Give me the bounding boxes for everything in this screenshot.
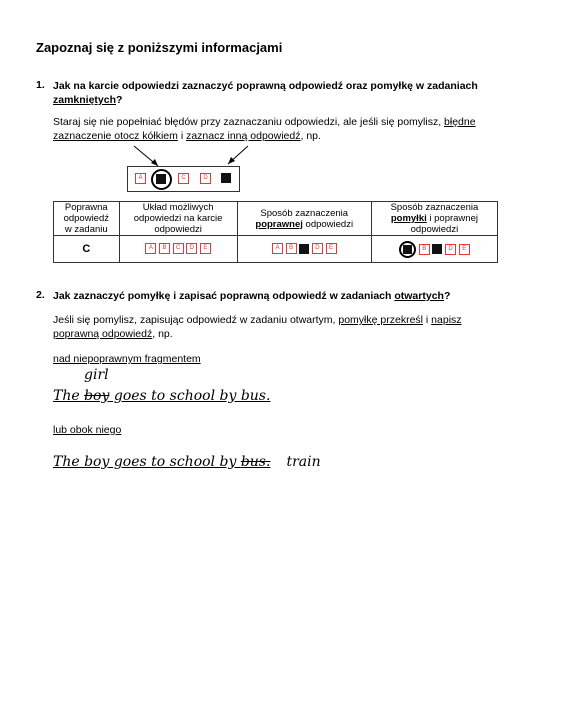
instruction-underlined: błędne	[444, 116, 476, 128]
instruction-underlined: poprawną odpowiedź	[53, 328, 153, 340]
question-1-line1: Jak na karcie odpowiedzi zaznaczyć poprawną odpowiedź oraz pomyłkę w zadaniach	[53, 80, 478, 92]
handwritten-sentence-2	[53, 454, 321, 470]
filled-mark-icon	[221, 173, 231, 183]
box-a: A	[145, 243, 156, 254]
box-d: D	[200, 173, 211, 184]
sentence-text: goes to school by bus.	[109, 388, 271, 404]
header-text: odpowiedź	[63, 213, 109, 224]
layout-boxes	[119, 236, 237, 263]
header-correct-answer	[54, 202, 120, 236]
example-answer-strip	[127, 166, 240, 192]
question-1-instructions	[53, 115, 533, 143]
box-e: E	[200, 243, 211, 254]
box-d: D	[186, 243, 197, 254]
label-text: nad niepoprawnym fragmentem	[53, 353, 201, 365]
header-layout	[119, 202, 237, 236]
instruction-text: , np.	[152, 328, 173, 340]
struck-word: boy	[84, 388, 110, 404]
box-e: E	[326, 243, 337, 254]
filled-mark-icon	[432, 244, 442, 254]
box-c: C	[173, 243, 184, 254]
filled-mark-icon	[299, 244, 309, 254]
header-correct-method	[237, 202, 371, 236]
header-underlined: poprawnej	[255, 218, 303, 230]
instruction-text: i	[423, 314, 432, 326]
instruction-text: i	[177, 130, 187, 142]
question-2-line: Jak zaznaczyć pomyłkę i zapisać poprawną odpowiedź w zadaniach	[53, 290, 395, 302]
instruction-underlined: napisz	[431, 314, 462, 326]
struck-word: bus.	[240, 454, 271, 470]
header-text: i poprawnej	[426, 213, 478, 224]
question-2-number: 2.	[36, 289, 45, 301]
header-text: odpowiedzi na karcie	[133, 213, 223, 224]
handwritten-sentence	[53, 388, 270, 404]
question-2-text	[53, 289, 533, 303]
instruction-underlined: pomyłkę przekreśl	[338, 314, 423, 326]
header-text: Poprawna	[64, 202, 108, 213]
box-c: C	[178, 173, 189, 184]
answer-letter: C	[54, 236, 120, 263]
question-1-keyword: zamkniętych	[53, 94, 117, 106]
header-text: odpowiedzi	[154, 224, 202, 235]
filled-mark-icon	[156, 174, 166, 184]
handwritten-correction: girl	[84, 367, 109, 383]
header-text: w zadaniu	[64, 224, 108, 235]
header-text: Układ możliwych	[142, 202, 214, 213]
instruction-underlined: zaznacz inną odpowiedź	[186, 130, 301, 142]
header-text: Sposób zaznaczenia	[260, 207, 349, 219]
header-text: Sposób zaznaczenia	[390, 202, 479, 213]
question-2-mark: ?	[443, 290, 451, 302]
handwritten-correction: train	[286, 454, 321, 470]
question-2-keyword: otwartych	[394, 290, 444, 302]
box-a: A	[135, 173, 146, 184]
box-e: E	[459, 244, 470, 255]
question-1-mark: ?	[116, 94, 123, 106]
page-title: Zapoznaj się z poniższymi informacjami	[36, 40, 283, 55]
sentence-text: The	[53, 388, 85, 404]
header-mistake-method	[371, 202, 497, 236]
box-b: B	[286, 243, 297, 254]
instruction-text: Jeśli się pomylisz, zapisując odpowiedź w zadaniu otwartym,	[53, 314, 339, 326]
box-d: D	[312, 243, 323, 254]
question-1-number: 1.	[36, 79, 45, 91]
answer-table	[53, 201, 498, 263]
question-1-text	[53, 79, 533, 107]
example-label-above	[53, 352, 201, 366]
header-text: odpowiedzi	[302, 218, 354, 230]
question-2-instructions	[53, 313, 533, 341]
header-text: odpowiedzi	[410, 224, 459, 235]
box-a: A	[272, 243, 283, 254]
example-label-beside	[53, 423, 121, 437]
box-b: B	[419, 244, 430, 255]
instruction-text: Staraj się nie popełniać błędów przy zaznaczaniu odpowiedzi, ale jeśli się pomylisz,	[53, 116, 445, 128]
instruction-text: , np.	[300, 130, 321, 142]
circled-mistake-icon	[399, 241, 416, 258]
header-underlined: pomyłki	[390, 213, 427, 224]
correct-boxes	[237, 236, 371, 263]
mistake-boxes	[371, 236, 497, 263]
instruction-underlined: zaznaczenie otocz kółkiem	[53, 130, 178, 142]
sentence-text: The boy goes to school by	[53, 454, 241, 470]
box-b: B	[159, 243, 170, 254]
label-text: lub obok niego	[53, 424, 122, 436]
box-d: D	[445, 244, 456, 255]
